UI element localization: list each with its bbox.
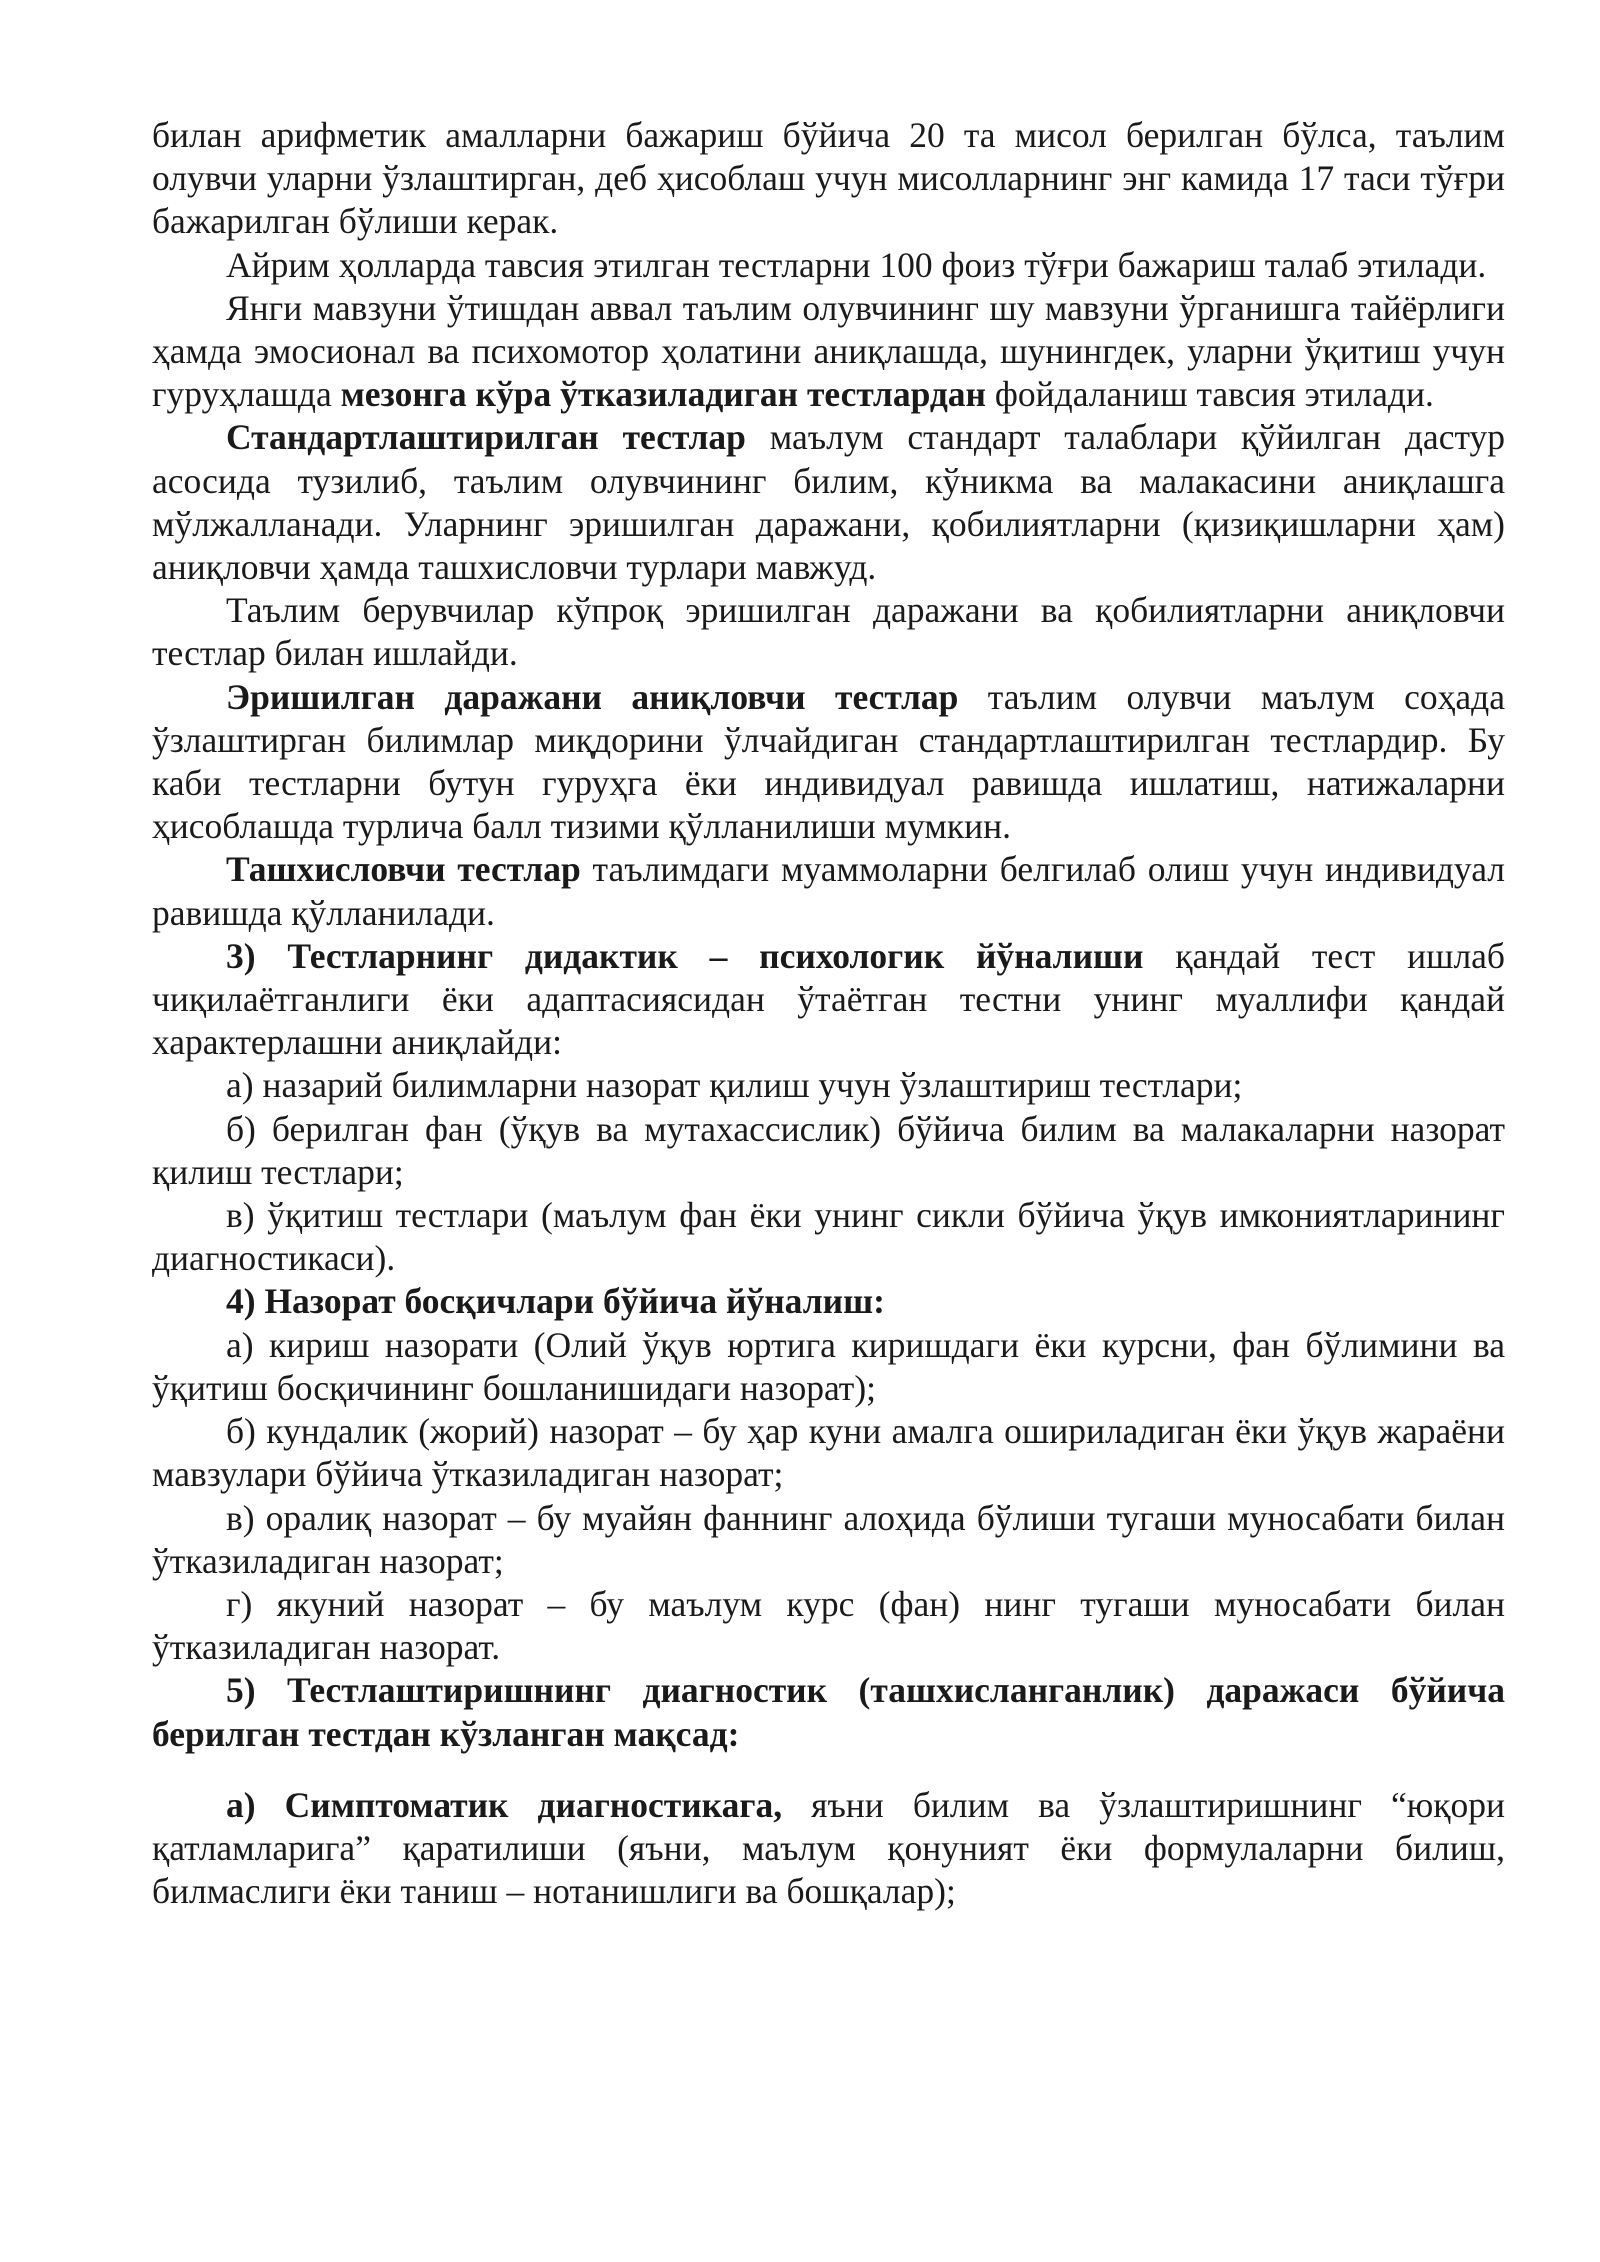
paragraph — [152, 1064, 1505, 1107]
paragraph — [152, 1194, 1505, 1280]
paragraph — [152, 1108, 1505, 1194]
paragraph — [152, 1583, 1505, 1669]
paragraph — [152, 676, 1505, 849]
paragraph — [152, 287, 1505, 417]
text-run: қандай тест ишлаб чиқилаётганлиги ёки адаптасиясидан ўтаётган тестни унинг муаллифи қандай характерлашни аниқлайди: — [152, 935, 1505, 1063]
paragraph — [152, 1410, 1505, 1496]
text-run: Айрим ҳолларда тавсия этилган тестларни 100 фоиз тўғри бажариш талаб этилади. — [226, 244, 1487, 285]
bold-term: Эришилган даражани аниқловчи тестлар — [226, 676, 959, 717]
text-run: г) якуний назорат – бу маълум курс (фан) нинг тугаши муносабати билан ўтказиладиган назорат. — [152, 1583, 1505, 1668]
paragraph — [152, 935, 1505, 1065]
bold-term: 3) Тестларнинг дидактик – психологик йўналиши — [226, 935, 1144, 976]
text-run: Янги мавзуни ўтишдан аввал таълим олувчининг шу мавзуни ўрганишга тайёрлиги ҳамда эмосионал ва психомотор ҳолатини аниқлашда, шунингдек, уларни ўқитиш учун гуруҳлашда — [152, 287, 1505, 415]
text-run: маълум стандарт талаблари қўйилган дастур асосида тузилиб, таълим олувчининг билим, кўникма ва малакасини аниқлашга мўлжалланади. Уларнинг эришилган даражани, қобилиятларни (қизиқишларни ҳам) аниқловчи ҳамда ташхисловчи турлари мавжуд. — [152, 417, 1505, 588]
text-run: билан арифметик амалларни бажариш бўйича 20 та мисол берилган бўлса, таълим олувчи уларни ўзлаштирган, деб ҳисоблаш учун мисолларнинг энг камида 17 таси тўғри бажарилган бўлиши керак. — [152, 115, 1505, 242]
paragraph — [152, 1280, 1505, 1323]
paragraph — [152, 848, 1505, 934]
bold-term: а) Симптоматик диагностикага, — [226, 1784, 783, 1825]
text-run: а) назарий билимларни назорат қилиш учун ўзлаштириш тестлари; — [226, 1065, 1243, 1106]
paragraph — [152, 1669, 1505, 1755]
paragraph — [152, 1324, 1505, 1410]
paragraph — [152, 244, 1505, 287]
bold-term: мезонга кўра ўтказиладиган тестлардан — [340, 374, 987, 415]
text-run: в) ўқитиш тестлари (маълум фан ёки унинг сикли бўйича ўқув имкониятларининг диагностикаси). — [152, 1195, 1505, 1279]
text-run: таълимдаги муаммоларни белгилаб олиш учун индивидуал равишда қўлланилади. — [152, 849, 1505, 933]
text-run: а) кириш назорати (Олий ўқув юртига киришдаги ёки курсни, фан бўлимини ва ўқитиш босқичининг бошланишидаги назорат); — [152, 1324, 1505, 1408]
document-page — [152, 114, 1505, 1913]
bold-term: Стандартлаштирилган тестлар — [226, 417, 746, 458]
text-run: фойдаланиш тавсия этилади. — [986, 374, 1434, 415]
text-run: б) кундалик (жорий) назорат – бу ҳар куни амалга ошириладиган ёки ўқув жараёни мавзулари бўйича ўтказиладиган назорат; — [152, 1411, 1505, 1495]
text-run: яъни билим ва ўзлаштиришнинг “юқори қатламларига” қаратилиши (яъни, маълум қонуният ёки формулаларни билиш, билмаслиги ёки таниш – нотанишлиги ва бошқалар); — [152, 1784, 1505, 1912]
paragraph — [152, 1784, 1505, 1914]
text-run: таълим олувчи маълум соҳада ўзлаштирган билимлар миқдорини ўлчайдиган стандартлаштирилган тестлардир. Бу каби тестларни бутун гуруҳга ёки индивидуал равишда ишлатиш, натижаларни ҳисоблашда турлича балл тизими қўлланилиши мумкин. — [152, 676, 1505, 847]
paragraph — [152, 1497, 1505, 1583]
text-run: Таълим берувчилар кўпроқ эришилган даражани ва қобилиятларни аниқловчи тестлар билан ишлайди. — [152, 590, 1505, 674]
text-run: б) берилган фан (ўқув ва мутахассислик) бўйича билим ва малакаларни назорат қилиш тестлари; — [152, 1108, 1505, 1192]
text-run: в) оралиқ назорат – бу муайян фаннинг алоҳида бўлиши тугаши муносабати билан ўтказиладиган назорат; — [152, 1497, 1505, 1581]
bold-term: 4) Назорат босқичлари бўйича йўналиш: — [226, 1281, 885, 1322]
paragraph — [152, 416, 1505, 589]
paragraph — [152, 114, 1505, 244]
paragraph — [152, 589, 1505, 675]
bold-term: 5) Тестлаштиришнинг диагностик (ташхисланганлик) даражаси бўйича берилган тестдан кўзланган мақсад: — [152, 1670, 1505, 1754]
bold-term: Ташхисловчи тестлар — [226, 849, 581, 890]
